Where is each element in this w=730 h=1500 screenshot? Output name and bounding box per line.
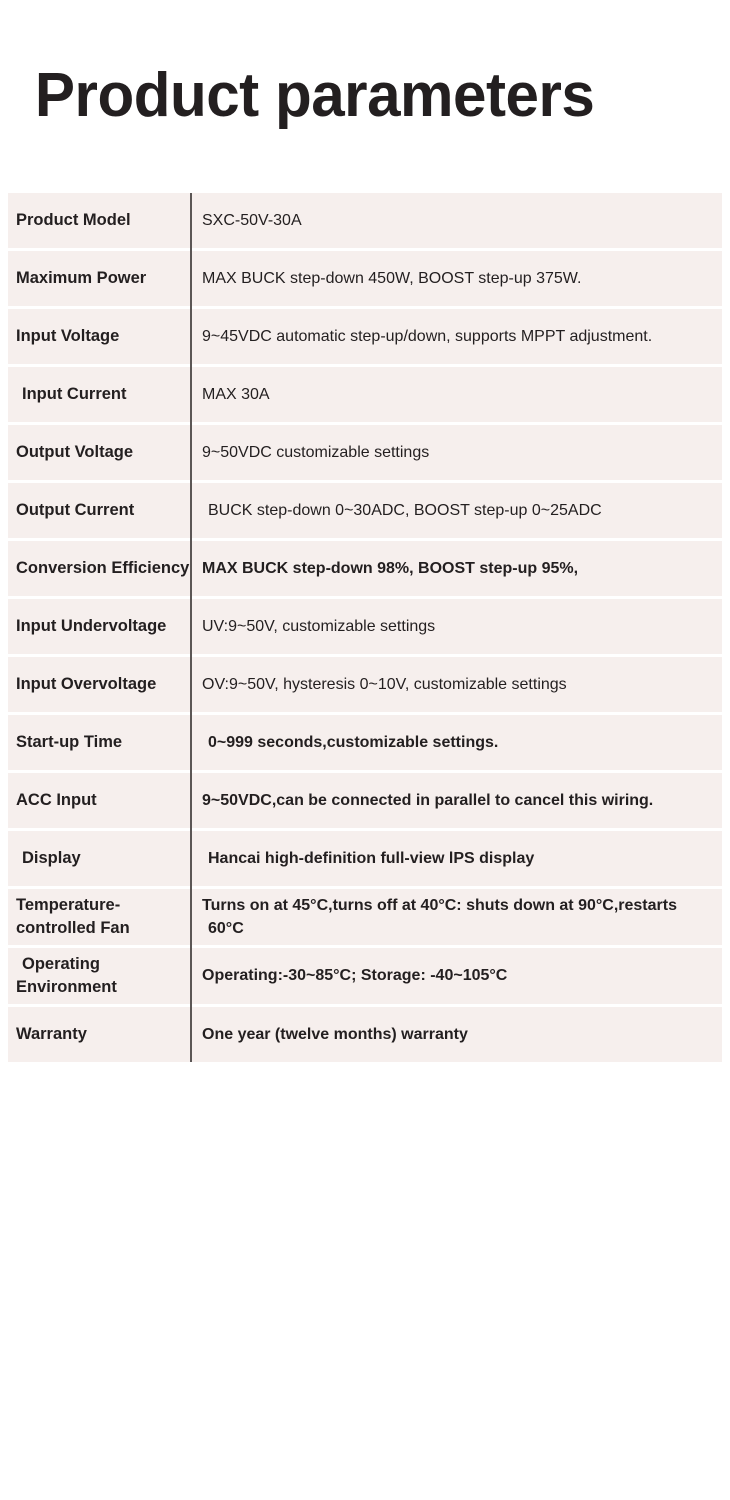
row-value: 9~50VDC customizable settings	[202, 443, 430, 461]
row-label-cell	[8, 483, 190, 538]
row-value-cell	[190, 483, 722, 538]
row-label-cell	[8, 309, 190, 364]
row-value: UV:9~50V, customizable settings	[202, 617, 436, 635]
row-value: 9~45VDC automatic step-up/down, supports MPPT adjustment.	[202, 327, 653, 345]
table-row	[8, 483, 722, 538]
table-row	[8, 715, 722, 770]
table-row	[8, 831, 722, 886]
row-value: MAX BUCK step-down 450W, BOOST step-up 375W.	[202, 269, 582, 287]
specification-table	[8, 193, 722, 1062]
row-label-cell	[8, 425, 190, 480]
row-label: Maximum Power	[16, 269, 147, 288]
table-row	[8, 599, 722, 654]
table-row	[8, 251, 722, 306]
table-row	[8, 309, 722, 364]
row-value-cell	[190, 193, 722, 248]
row-label: Warranty	[16, 1025, 87, 1044]
row-value-cell	[190, 715, 722, 770]
row-label-cell	[8, 1007, 190, 1062]
table-row	[8, 193, 722, 248]
row-label: ACC Input	[16, 791, 97, 810]
row-value-cell	[190, 251, 722, 306]
row-value: Operating:-30~85°C; Storage: -40~105°C	[202, 967, 508, 985]
row-value-cell	[190, 599, 722, 654]
row-value-cell	[190, 889, 722, 945]
row-label-cell	[8, 715, 190, 770]
row-label: Display	[22, 849, 81, 868]
row-label: Output Current	[16, 501, 135, 520]
row-label-cell	[8, 889, 190, 945]
row-label-cell	[8, 541, 190, 596]
row-value-cell	[190, 657, 722, 712]
row-value-cell	[190, 309, 722, 364]
row-label-cell	[8, 367, 190, 422]
row-value: One year (twelve months) warranty	[202, 1025, 468, 1043]
row-label-line-1: Temperature-	[16, 896, 121, 915]
row-label: Input Voltage	[16, 327, 120, 346]
row-value-cell	[190, 367, 722, 422]
row-value-cell	[190, 425, 722, 480]
row-label: Input Current	[22, 385, 127, 404]
title-container	[0, 52, 730, 142]
row-label-line-1: Operating	[22, 955, 100, 974]
row-value-line-1: Turns on at 45°C,turns off at 40°C: shuts down at 90°C,restarts	[202, 896, 677, 914]
row-label-cell	[8, 948, 190, 1004]
row-value: Hancai high-definition full-view lPS display	[208, 849, 535, 867]
row-label-cell	[8, 193, 190, 248]
row-label: Start-up Time	[16, 733, 123, 752]
row-label-cell	[8, 657, 190, 712]
table-row	[8, 367, 722, 422]
row-value-cell	[190, 773, 722, 828]
row-label: Product Model	[16, 211, 131, 230]
row-value: MAX 30A	[202, 385, 270, 403]
row-value-cell	[190, 831, 722, 886]
row-value-cell	[190, 541, 722, 596]
row-value-cell	[190, 1007, 722, 1062]
table-row	[8, 1007, 722, 1062]
table-row	[8, 541, 722, 596]
row-label-cell	[8, 251, 190, 306]
row-value: 0~999 seconds,customizable settings.	[208, 733, 499, 751]
row-label-cell	[8, 599, 190, 654]
row-value: BUCK step-down 0~30ADC, BOOST step-up 0~25ADC	[208, 501, 602, 519]
row-label-cell	[8, 831, 190, 886]
row-label: Output Voltage	[16, 443, 134, 462]
table-row	[8, 657, 722, 712]
row-value: OV:9~50V, hysteresis 0~10V, customizable settings	[202, 675, 567, 693]
row-value: SXC-50V-30A	[202, 211, 302, 229]
page-title: Product parameters	[34, 61, 595, 130]
row-value-cell	[190, 948, 722, 1004]
row-value: MAX BUCK step-down 98%, BOOST step-up 95%,	[202, 559, 579, 577]
table-row	[8, 948, 722, 1004]
row-label-line-2: Environment	[16, 978, 117, 996]
table-row	[8, 889, 722, 945]
row-label: Input Overvoltage	[16, 675, 157, 694]
row-label-line-2: controlled Fan	[16, 919, 130, 937]
row-label: Input Undervoltage	[16, 617, 167, 636]
row-label: Conversion Efficiency	[16, 559, 190, 578]
row-value: 9~50VDC,can be connected in parallel to cancel this wiring.	[202, 791, 654, 809]
table-row	[8, 773, 722, 828]
row-value-line-2: 60°C	[208, 920, 244, 937]
table-row	[8, 425, 722, 480]
row-label-cell	[8, 773, 190, 828]
